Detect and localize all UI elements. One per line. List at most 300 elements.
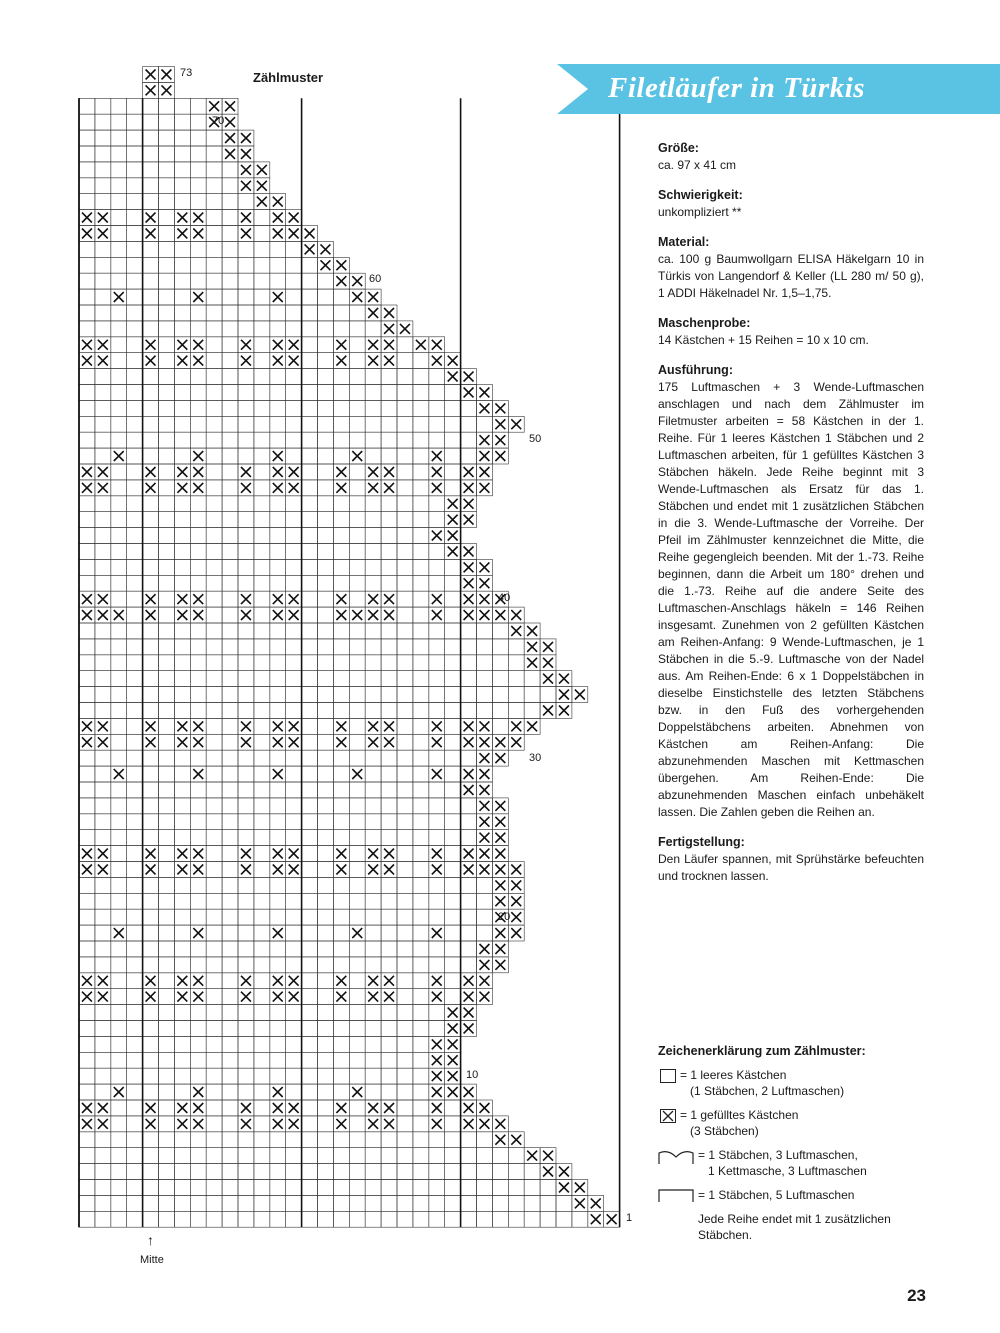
chart-cell [111, 639, 127, 655]
chart-cell [270, 877, 286, 893]
chart-cell [127, 973, 143, 989]
chart-cell [302, 830, 318, 846]
chart-cell [302, 1116, 318, 1132]
filled-cell-mark [495, 753, 505, 763]
chart-cell [318, 623, 334, 639]
chart-cell [397, 862, 413, 878]
chart-cell [238, 305, 254, 321]
chart-cell [333, 432, 349, 448]
chart-cell [413, 671, 429, 687]
chart-cell [143, 289, 159, 305]
chart-cell [222, 591, 238, 607]
chart-cell [349, 1116, 365, 1132]
chart-cell [111, 671, 127, 687]
chart-cell [174, 814, 190, 830]
chart-cell [524, 687, 540, 703]
chart-cell [397, 337, 413, 353]
chart-cell [238, 957, 254, 973]
chart-cell [286, 416, 302, 432]
chart-cell [143, 400, 159, 416]
chart-cell [429, 655, 445, 671]
filled-cell-mark [495, 801, 505, 811]
chart-cell [429, 432, 445, 448]
chart-cell [190, 1068, 206, 1084]
chart-cell [413, 766, 429, 782]
chart-cell [429, 877, 445, 893]
chart-cell [79, 957, 95, 973]
legend-empty-line2: (1 Stäbchen, 2 Luftmaschen) [690, 1084, 845, 1098]
chart-cell [302, 544, 318, 560]
chart-cell [302, 909, 318, 925]
chart-cell [270, 703, 286, 719]
chart-cell [286, 385, 302, 401]
chart-cell [381, 1005, 397, 1021]
chart-cell [318, 1100, 334, 1116]
chart-cell [190, 877, 206, 893]
chart-cell [190, 941, 206, 957]
chart-cell [365, 1021, 381, 1037]
filled-cell-mark [495, 610, 505, 620]
chart-cell [413, 1180, 429, 1196]
chart-cell [270, 957, 286, 973]
chart-cell [477, 925, 493, 941]
chart-cell [143, 1195, 159, 1211]
filled-cell-mark [273, 737, 283, 747]
chart-cell [397, 941, 413, 957]
chart-cell [270, 273, 286, 289]
chart-cell [318, 1164, 334, 1180]
chart-cell [190, 639, 206, 655]
filled-cell-mark [495, 896, 505, 906]
chart-cell [381, 893, 397, 909]
chart-cell [111, 353, 127, 369]
chart-cell [302, 671, 318, 687]
chart-cell [381, 512, 397, 528]
filled-cell-mark [543, 1167, 553, 1177]
chart-cell [206, 1005, 222, 1021]
chart-cell [349, 528, 365, 544]
chart-cell [333, 321, 349, 337]
filled-cell-mark [177, 340, 187, 350]
chart-cell [461, 925, 477, 941]
chart-cell [254, 591, 270, 607]
chart-cell [95, 416, 111, 432]
filled-cell-mark [146, 1103, 156, 1113]
chart-cell [79, 575, 95, 591]
chart-cell [238, 766, 254, 782]
chart-cell [159, 194, 175, 210]
chart-cell [206, 289, 222, 305]
chart-cell [270, 1052, 286, 1068]
chart-cell [381, 877, 397, 893]
chart-cell [127, 337, 143, 353]
chart-cell [333, 448, 349, 464]
chart-cell [349, 480, 365, 496]
chart-cell [572, 1211, 588, 1227]
chart-cell [159, 1116, 175, 1132]
chart-cell [222, 941, 238, 957]
chart-cell [143, 416, 159, 432]
chart-cell [143, 1084, 159, 1100]
filled-cell-mark [464, 1103, 474, 1113]
chart-cell [461, 798, 477, 814]
filled-cell-mark [527, 626, 537, 636]
filled-cell-mark [495, 403, 505, 413]
chart-cell [143, 385, 159, 401]
legend-item-bar [658, 1187, 948, 1209]
chart-cell [95, 877, 111, 893]
chart-cell [365, 544, 381, 560]
chart-cell [174, 925, 190, 941]
chart-cell [445, 734, 461, 750]
chart-cell [413, 846, 429, 862]
chart-cell [190, 178, 206, 194]
chart-cell [127, 1084, 143, 1100]
chart-cell [143, 941, 159, 957]
chart-cell [365, 766, 381, 782]
chart-cell [397, 798, 413, 814]
chart-cell [127, 877, 143, 893]
chart-cell [365, 957, 381, 973]
chart-cell [413, 1148, 429, 1164]
chart-cell [254, 957, 270, 973]
filled-cell-mark [82, 737, 92, 747]
chart-cell [302, 575, 318, 591]
chart-cell [79, 257, 95, 273]
chart-cell [222, 687, 238, 703]
text-ausfuehrung: 175 Luftmaschen + 3 Wende-Luftmaschen anschlagen und nach dem Zählmuster im Filetmuster arbeiten = 58 Kästchen in der 1. Reihe. Für 1 leeres Kästchen 1 Stäbchen und 2 Luftmaschen arbeiten, für 1 gefülltes Kästchen 3 Stäbchen häkeln. Jede Reihe beginnt mit 3 Wende-Luftmaschen als Ersatz für das 1. Stäbchen und endet mit 1 zusätzlichen Stäbchen in die 3. Wende-Luftmasche der Vorreihe. Der Pfeil im Zählmuster kennzeichnet die Mitte, die Reihe gegengleich beenden. Mit der 1.-73. Reihe beginnen, dann die Arbeit um 180° drehen und die 1.-73. Reihe auf die andere Seite des Luftmaschen-Anschlags häkeln = 146 Reihen insgesamt. Zunehmen von 2 gefüllten Kästchen am Reihen-Anfang: 9 Wende-Luftmaschen, je 1 Stäbchen in die 5.-9. Luftmasche von der Nadel aus. Am Reihen-Ende: 6 x 1 Doppelstäbchen in dieselbe Einstichstelle des letzten Stäbchens bzw. in den Fuß des vorhergehenden Doppelstäbchens arbeiten. Abnehmen von Kästchen am Reihen-Anfang: Die abzunehmenden Maschen mit Kettmaschen übergehen. Am Reihen-Ende: Die abzunehmenden Maschen einfach unbehäkelt lassen. Die Zahlen geben die Reihen an. [658, 380, 924, 819]
chart-cell [302, 416, 318, 432]
chart-cell [95, 559, 111, 575]
heading-maschenprobe: Maschenprobe: [658, 316, 751, 330]
chart-cell [143, 162, 159, 178]
chart-cell [413, 862, 429, 878]
chart-cell [79, 305, 95, 321]
chart-cell [492, 1211, 508, 1227]
chart-cell [397, 1100, 413, 1116]
chart-cell [111, 1036, 127, 1052]
filled-cell-mark [241, 181, 251, 191]
chart-cell [174, 893, 190, 909]
chart-cell [79, 798, 95, 814]
chart-cell [79, 432, 95, 448]
chart-cell [365, 512, 381, 528]
chart-cell [206, 162, 222, 178]
filled-cell-mark [368, 292, 378, 302]
filled-cell-mark [257, 197, 267, 207]
chart-cell [127, 718, 143, 734]
chart-cell [238, 321, 254, 337]
chart-cell [397, 353, 413, 369]
chart-cell [95, 162, 111, 178]
filled-cell-mark [432, 1119, 442, 1129]
chart-cell [381, 448, 397, 464]
chart-cell [238, 416, 254, 432]
chart-cell [413, 432, 429, 448]
chart-cell [95, 814, 111, 830]
chart-cell [79, 544, 95, 560]
chart-cell [206, 639, 222, 655]
chart-cell [143, 512, 159, 528]
chart-cell [222, 607, 238, 623]
chart-cell [286, 639, 302, 655]
chart-cell [174, 241, 190, 257]
chart-cell [477, 687, 493, 703]
filled-cell-mark [289, 865, 299, 875]
chart-area [60, 60, 660, 1300]
chart-cell [238, 655, 254, 671]
chart-cell [254, 1148, 270, 1164]
chart-cell [206, 194, 222, 210]
chart-cell [79, 1068, 95, 1084]
chart-cell [111, 1100, 127, 1116]
chart-cell [492, 718, 508, 734]
filled-cell-mark [193, 340, 203, 350]
chart-cell [413, 1084, 429, 1100]
chart-cell [349, 623, 365, 639]
chart-cell [174, 385, 190, 401]
chart-cell [413, 1132, 429, 1148]
filled-cell-mark [241, 213, 251, 223]
filled-cell-mark [432, 1087, 442, 1097]
filled-cell-mark [464, 562, 474, 572]
chart-cell [381, 369, 397, 385]
chart-cell [254, 766, 270, 782]
chart-cell [159, 798, 175, 814]
chart-cell [95, 1052, 111, 1068]
chart-cell [302, 1100, 318, 1116]
chart-cell [254, 1195, 270, 1211]
chart-cell [238, 1164, 254, 1180]
filled-cell-mark [241, 1119, 251, 1129]
chart-cell [222, 178, 238, 194]
legend-note: Jede Reihe endet mit 1 zusätzlichen Stäbchen. [698, 1212, 891, 1242]
chart-cell [349, 1036, 365, 1052]
chart-cell [111, 146, 127, 162]
chart-cell [222, 321, 238, 337]
chart-cell [381, 385, 397, 401]
filled-cell-mark [368, 356, 378, 366]
chart-cell [254, 718, 270, 734]
chart-cell [413, 448, 429, 464]
chart-cell [190, 273, 206, 289]
chart-cell [143, 782, 159, 798]
chart-cell [318, 925, 334, 941]
chart-cell [397, 877, 413, 893]
filled-cell-mark [559, 674, 569, 684]
chart-cell [333, 1005, 349, 1021]
chart-cell [111, 591, 127, 607]
chart-cell [429, 559, 445, 575]
chart-cell [318, 1021, 334, 1037]
filled-cell-mark [289, 213, 299, 223]
chart-cell [381, 1084, 397, 1100]
chart-cell [349, 703, 365, 719]
chart-cell [445, 989, 461, 1005]
chart-cell [302, 369, 318, 385]
filled-cell-mark [495, 944, 505, 954]
chart-cell [111, 162, 127, 178]
text-maschenprobe: 14 Kästchen + 15 Reihen = 10 x 10 cm. [658, 333, 869, 347]
filled-cell-mark [273, 721, 283, 731]
chart-cell [413, 1005, 429, 1021]
chart-cell [302, 1164, 318, 1180]
chart-cell [127, 130, 143, 146]
chart-cell [477, 877, 493, 893]
filled-cell-mark [82, 356, 92, 366]
chart-cell [254, 400, 270, 416]
chart-cell [222, 925, 238, 941]
filled-cell-mark [464, 1024, 474, 1034]
filled-cell-mark [289, 483, 299, 493]
chart-cell [381, 1052, 397, 1068]
chart-cell [318, 750, 334, 766]
chart-cell [127, 655, 143, 671]
bar-icon [658, 1189, 694, 1203]
filled-cell-mark [384, 721, 394, 731]
section-schwierigkeit [658, 187, 924, 221]
chart-cell [540, 687, 556, 703]
chart-cell [381, 830, 397, 846]
chart-cell [302, 385, 318, 401]
chart-cell [429, 416, 445, 432]
chart-cell [190, 400, 206, 416]
chart-cell [333, 814, 349, 830]
chart-cell [111, 1005, 127, 1021]
chart-cell [238, 1068, 254, 1084]
chart-cell [318, 528, 334, 544]
chart-cell [302, 766, 318, 782]
filled-cell-mark [511, 419, 521, 429]
filled-cell-mark [511, 626, 521, 636]
chart-cell [206, 623, 222, 639]
chart-cell [79, 130, 95, 146]
chart-cell [95, 305, 111, 321]
chart-cell [95, 639, 111, 655]
chart-cell [111, 734, 127, 750]
chart-cell [174, 1068, 190, 1084]
chart-cell [445, 703, 461, 719]
chart-cell [397, 1084, 413, 1100]
filled-cell-mark [432, 992, 442, 1002]
chart-cell [222, 957, 238, 973]
chart-cell [270, 893, 286, 909]
chart-cell [127, 925, 143, 941]
chart-cell [206, 226, 222, 242]
chart-cell [238, 830, 254, 846]
chart-cell [143, 241, 159, 257]
chart-cell [127, 575, 143, 591]
filled-cell-mark [559, 1183, 569, 1193]
mitte-arrow-icon: ↑ [147, 1232, 154, 1248]
chart-cell [79, 703, 95, 719]
chart-cell [349, 830, 365, 846]
chart-cell [111, 226, 127, 242]
filled-cell-mark [464, 976, 474, 986]
filled-cell-mark [384, 737, 394, 747]
chart-cell [159, 273, 175, 289]
chart-cell [302, 1036, 318, 1052]
filled-cell-mark [289, 1103, 299, 1113]
chart-cell [174, 671, 190, 687]
chart-cell [127, 385, 143, 401]
chart-cell [174, 750, 190, 766]
chart-cell [477, 909, 493, 925]
chart-cell [445, 766, 461, 782]
filled-cell-mark [432, 737, 442, 747]
mitte-label: Mitte [140, 1254, 164, 1266]
chart-cell [492, 1148, 508, 1164]
chart-cell [222, 448, 238, 464]
chart-cell [127, 941, 143, 957]
chart-cell [461, 1180, 477, 1196]
chart-cell [111, 1116, 127, 1132]
chart-cell [445, 480, 461, 496]
filled-cell-mark [177, 467, 187, 477]
chart-cell [349, 782, 365, 798]
chart-cell [79, 1084, 95, 1100]
chart-cell [206, 528, 222, 544]
chart-cell [318, 814, 334, 830]
chart-cell [206, 909, 222, 925]
chart-cell [349, 1132, 365, 1148]
chart-cell [302, 257, 318, 273]
chart-cell [461, 623, 477, 639]
chart-cell [127, 114, 143, 130]
chart-cell [461, 639, 477, 655]
chart-cell [445, 464, 461, 480]
chart-cell [349, 893, 365, 909]
chart-cell [79, 289, 95, 305]
chart-cell [79, 814, 95, 830]
chart-cell [333, 559, 349, 575]
chart-cell [159, 448, 175, 464]
filled-cell-mark [193, 292, 203, 302]
chart-cell [333, 369, 349, 385]
filled-cell-mark [98, 1103, 108, 1113]
chart-cell [429, 703, 445, 719]
chart-cell [333, 1068, 349, 1084]
chart-cell [95, 575, 111, 591]
chart-cell [238, 814, 254, 830]
chart-cell [111, 528, 127, 544]
chart-cell [429, 671, 445, 687]
chart-cell [349, 416, 365, 432]
chart-cell [461, 1195, 477, 1211]
chart-cell [206, 321, 222, 337]
chart-cell [413, 559, 429, 575]
chart-cell [127, 1132, 143, 1148]
chart-cell [254, 782, 270, 798]
filled-cell-mark [82, 483, 92, 493]
filled-cell-mark [448, 1039, 458, 1049]
chart-cell [159, 257, 175, 273]
chart-cell [270, 750, 286, 766]
chart-cell [143, 830, 159, 846]
filled-cell-mark [448, 1055, 458, 1065]
chart-cell [397, 782, 413, 798]
chart-cell [254, 639, 270, 655]
chart-cell [318, 385, 334, 401]
chart-cell [397, 1116, 413, 1132]
chart-cell [238, 750, 254, 766]
chart-cell [349, 989, 365, 1005]
chart-cell [174, 798, 190, 814]
chart-cell [206, 766, 222, 782]
chart-cell [95, 385, 111, 401]
chart-cell [174, 830, 190, 846]
chart-cell [397, 1068, 413, 1084]
